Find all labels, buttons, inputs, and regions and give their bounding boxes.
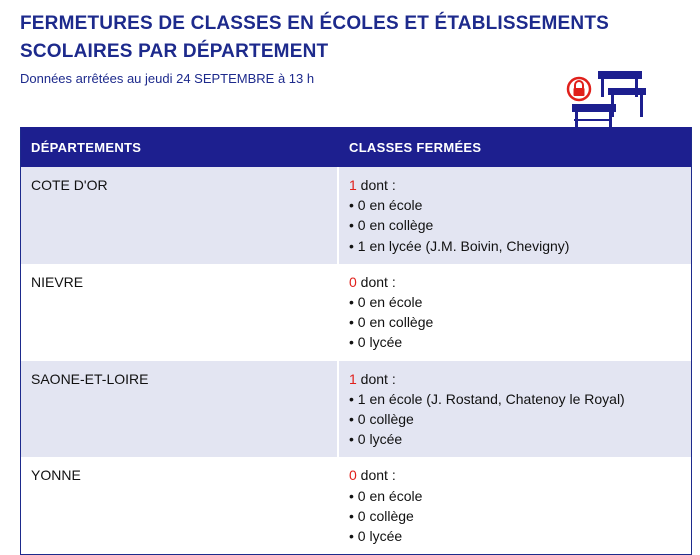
list-item: • 1 en école (J. Rostand, Chatenoy le Royal) (349, 390, 625, 407)
closed-count: 1 (349, 370, 357, 387)
list-item: • 0 en école (349, 294, 423, 311)
closed-count: 0 (349, 467, 357, 484)
list-item: • 0 lycée (349, 431, 403, 448)
closed-classes-detail (339, 264, 443, 361)
table-header (21, 127, 691, 167)
title-line-1: FERMETURES DE CLASSES EN ÉCOLES ET ÉTABLISSEMENTS (20, 13, 610, 34)
dont-label: dont : (356, 370, 396, 387)
department-name: YONNE (21, 457, 339, 554)
column-header-closed-classes: CLASSES FERMÉES (349, 139, 482, 155)
closed-count: 1 (349, 177, 357, 193)
data-date-subtitle: Données arrêtées au jeudi 24 SEPTEMBRE à 13 h (20, 71, 315, 86)
list-item: • 1 en lycée (J.M. Boivin, Chevigny) (349, 237, 570, 254)
title-line-2: SCOLAIRES PAR DÉPARTEMENT (20, 41, 329, 62)
list-item: • 0 en collège (349, 217, 434, 234)
list-item: • 0 collège (349, 411, 414, 428)
list-item: • 0 lycée (349, 334, 403, 351)
dont-label: dont : (356, 467, 396, 484)
list-item: • 0 collège (349, 507, 414, 524)
column-header-departments: DÉPARTEMENTS (31, 139, 142, 155)
closed-classes-detail (339, 457, 432, 554)
list-item: • 0 en école (349, 487, 423, 504)
table-row (21, 167, 691, 264)
closed-count: 0 (349, 273, 357, 290)
closures-table (20, 127, 692, 555)
page-title (20, 10, 620, 66)
dont-label: dont : (356, 273, 396, 290)
department-name: COTE D'OR (21, 167, 339, 264)
table-row (21, 361, 691, 458)
closed-classes-detail (339, 167, 579, 264)
table-row (21, 264, 691, 361)
department-name: SAONE-ET-LOIRE (21, 361, 339, 458)
table-row (21, 457, 691, 554)
list-item: • 0 en collège (349, 314, 434, 331)
list-item: • 0 en école (349, 197, 423, 214)
closed-classes-detail (339, 361, 635, 458)
list-item: • 0 lycée (349, 528, 403, 545)
dont-label: dont : (356, 177, 396, 193)
department-name: NIEVRE (21, 264, 339, 361)
closed-classroom-desks-with-lock-icon (560, 68, 650, 130)
